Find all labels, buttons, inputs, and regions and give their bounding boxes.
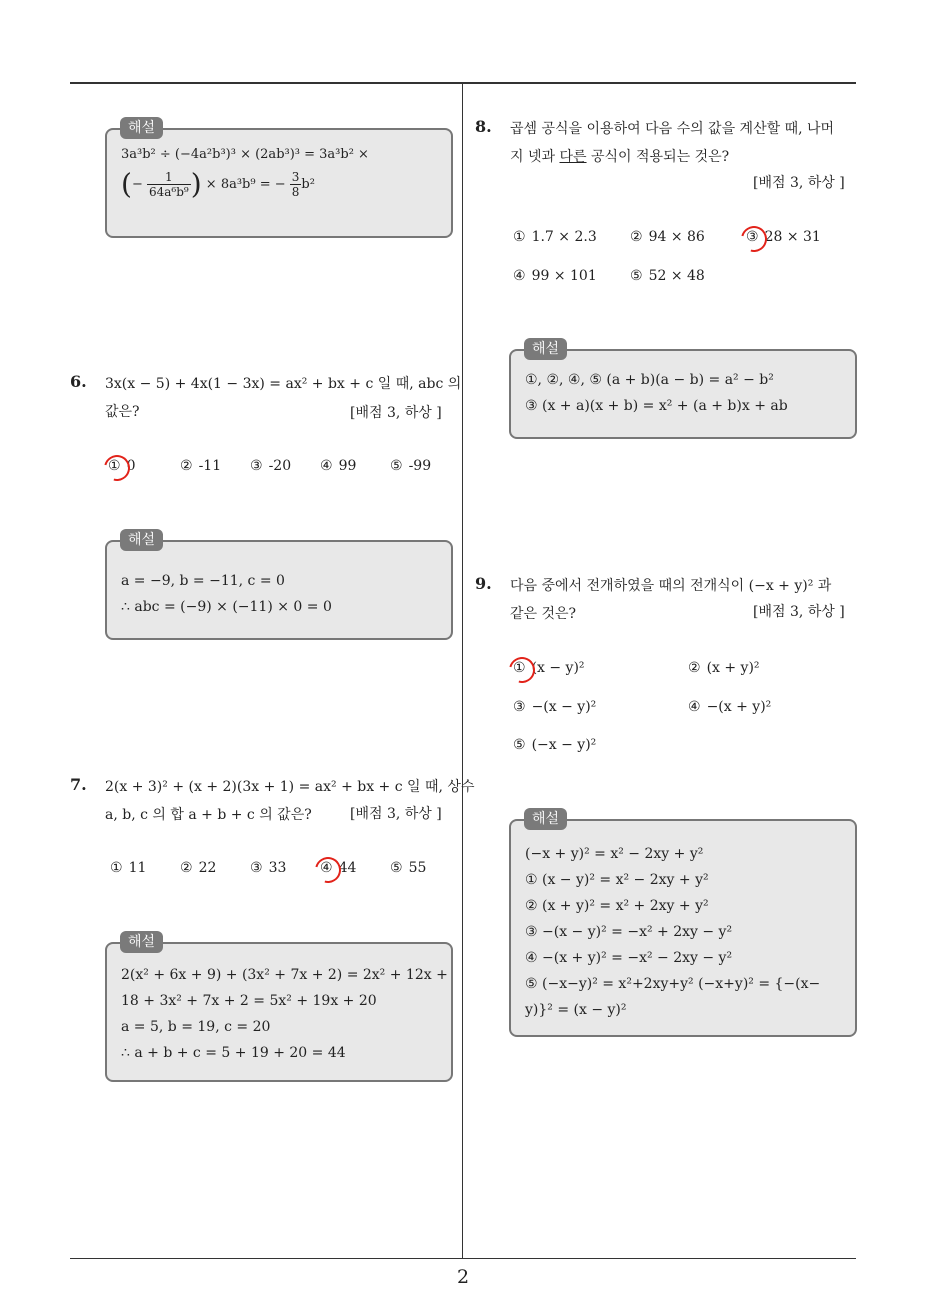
question-number: 6.	[70, 372, 87, 391]
choice-3[interactable]	[250, 860, 286, 876]
page-number: 2	[456, 1266, 470, 1288]
choice-text: −(x + y)²	[706, 699, 772, 715]
choice-number: ①	[513, 229, 526, 245]
question-line: 값은?	[105, 404, 140, 420]
choice-number: ⑤	[390, 458, 403, 474]
choice-number: ②	[180, 860, 193, 876]
choice-text: (x − y)²	[531, 660, 585, 676]
points-label: [배점 3, 하상 ]	[350, 405, 442, 421]
solution-line: ③ −(x − y)² = −x² + 2xy − y²	[525, 924, 733, 940]
question-line: 다음 중에서 전개하였을 때의 전개식이 (−x + y)² 과	[510, 578, 832, 594]
choice-3[interactable]	[250, 458, 291, 474]
choice-text: 99 × 101	[531, 268, 597, 284]
solution-line: (−x + y)² = x² − 2xy + y²	[525, 846, 704, 862]
choice-number: ④	[320, 860, 333, 876]
choice-1[interactable]	[513, 229, 597, 245]
choice-number: ③	[250, 458, 263, 474]
solution-line: ①, ②, ④, ⑤ (a + b)(a − b) = a² − b²	[525, 372, 774, 388]
fraction-numerator: 3	[291, 170, 300, 184]
choice-number: ⑤	[390, 860, 403, 876]
solution-line: ∴ a + b + c = 5 + 19 + 20 = 44	[121, 1045, 346, 1061]
question-number: 7.	[70, 775, 87, 794]
choice-5[interactable]	[630, 268, 705, 284]
fraction-numerator: 1	[147, 170, 191, 185]
choice-text: 99	[338, 458, 357, 474]
solution-box-q9	[509, 819, 857, 1037]
solution-tag: 해설	[120, 931, 163, 953]
choice-4[interactable]	[513, 268, 597, 284]
choice-text: 22	[198, 860, 217, 876]
choice-number: ②	[180, 458, 193, 474]
choice-text: 1.7 × 2.3	[531, 229, 597, 245]
choice-2[interactable]	[180, 860, 216, 876]
choice-number: ①	[110, 860, 123, 876]
choice-text: 52 × 48	[648, 268, 705, 284]
points-label: [배점 3, 하상 ]	[753, 175, 845, 191]
solution-text: b²	[301, 177, 315, 192]
choice-text: 11	[128, 860, 147, 876]
spacer	[121, 554, 437, 568]
choice-number: ①	[108, 458, 121, 474]
solution-line: ∴ abc = (−9) × (−11) × 0 = 0	[121, 599, 332, 615]
solution-line: y)}² = (x − y)²	[525, 1002, 627, 1018]
answer-mark-circle	[310, 852, 346, 888]
fraction-denominator: 8	[291, 185, 300, 199]
choice-number: ③	[250, 860, 263, 876]
column-divider	[462, 84, 463, 1258]
choice-4[interactable]	[320, 458, 356, 474]
choice-number: ⑤	[513, 737, 526, 753]
solution-line: ② (x + y)² = x² + 2xy + y²	[525, 898, 709, 914]
choice-2[interactable]	[688, 660, 760, 676]
minus-sign: −	[131, 177, 143, 192]
choice-number: ④	[320, 458, 333, 474]
points-label: [배점 3, 하상 ]	[753, 604, 845, 620]
choice-text: -11	[198, 458, 222, 474]
choice-number: ③	[746, 229, 759, 245]
solution-line: 3a³b² ÷ (−4a²b³)³ × (2ab³)³ = 3a³b² ×	[121, 147, 369, 162]
solution-box-q5	[105, 128, 453, 238]
question-text	[510, 115, 860, 171]
solution-line: ⑤ (−x−y)² = x²+2xy+y² (−x+y)² = {−(x−	[525, 976, 821, 992]
solution-tag: 해설	[120, 529, 163, 551]
choice-2[interactable]	[630, 229, 705, 245]
solution-line: a = −9, b = −11, c = 0	[121, 573, 285, 589]
solution-line: ④ −(x + y)² = −x² − 2xy − y²	[525, 950, 733, 966]
choice-text: (x + y)²	[706, 660, 760, 676]
right-paren: )	[190, 167, 202, 201]
choice-number: ④	[688, 699, 701, 715]
fraction	[290, 170, 302, 199]
question-number: 8.	[475, 117, 492, 136]
solution-box-q8	[509, 349, 857, 439]
answer-mark-circle	[736, 221, 772, 257]
question-line	[510, 143, 860, 171]
choice-3[interactable]	[513, 699, 596, 715]
choice-text: -99	[408, 458, 432, 474]
question-line: 곱셈 공식을 이용하여 다음 수의 값을 계산할 때, 나머	[510, 121, 835, 137]
choice-1[interactable]	[110, 860, 146, 876]
underlined-word: 다른	[559, 149, 587, 165]
fraction-denominator: 64a⁶b⁹	[148, 185, 189, 199]
choice-text: 44	[338, 860, 357, 876]
choice-text: -20	[268, 458, 292, 474]
choice-number: ②	[688, 660, 701, 676]
choice-number: ③	[513, 699, 526, 715]
solution-tag: 해설	[524, 808, 567, 830]
solution-tag: 해설	[524, 338, 567, 360]
top-rule	[70, 82, 856, 84]
choice-text: (−x − y)²	[531, 737, 597, 753]
solution-text: × 8a³b⁹ = −	[205, 177, 286, 192]
choice-number: ①	[513, 660, 526, 676]
choice-5[interactable]	[513, 737, 596, 753]
choice-text: 33	[268, 860, 287, 876]
choice-text: 0	[126, 458, 136, 474]
choice-number: ④	[513, 268, 526, 284]
choice-2[interactable]	[180, 458, 221, 474]
choice-text: 55	[408, 860, 427, 876]
choice-number: ⑤	[630, 268, 643, 284]
question-line: a, b, c 의 합 a + b + c 의 값은?	[105, 807, 312, 823]
answer-mark-circle	[504, 652, 540, 688]
choice-text: −(x − y)²	[531, 699, 597, 715]
solution-line: ③ (x + a)(x + b) = x² + (a + b)x + ab	[525, 398, 788, 414]
points-label: [배점 3, 하상 ]	[350, 806, 442, 822]
fraction	[147, 170, 191, 199]
choice-text: 94 × 86	[648, 229, 705, 245]
solution-tag: 해설	[120, 117, 163, 139]
question-line: 같은 것은?	[510, 606, 577, 622]
question-text-part: 공식이 적용되는 것은?	[586, 149, 730, 165]
bottom-rule	[70, 1258, 856, 1259]
question-number: 9.	[475, 574, 492, 593]
answer-mark-circle	[99, 450, 135, 486]
choice-5[interactable]	[390, 860, 426, 876]
solution-line	[121, 167, 437, 201]
choice-text: 28 × 31	[764, 229, 821, 245]
choice-5[interactable]	[390, 458, 431, 474]
solution-box-q6	[105, 540, 453, 640]
solution-line: 2(x² + 6x + 9) + (3x² + 7x + 2) = 2x² + 12x +	[121, 967, 448, 983]
question-line: 3x(x − 5) + 4x(1 − 3x) = ax² + bx + c 일 때, abc 의	[105, 376, 462, 392]
solution-line: ① (x − y)² = x² − 2xy + y²	[525, 872, 709, 888]
solution-line: a = 5, b = 19, c = 20	[121, 1019, 271, 1035]
solution-line: 18 + 3x² + 7x + 2 = 5x² + 19x + 20	[121, 993, 377, 1009]
question-text-part: 지 넷과	[510, 149, 560, 165]
question-line: 2(x + 3)² + (x + 2)(3x + 1) = ax² + bx + c 일 때, 상수	[105, 779, 475, 795]
solution-box-q7	[105, 942, 453, 1082]
choice-number: ②	[630, 229, 643, 245]
spacer	[525, 833, 841, 841]
choice-4[interactable]	[688, 699, 771, 715]
left-paren: (	[121, 167, 132, 201]
